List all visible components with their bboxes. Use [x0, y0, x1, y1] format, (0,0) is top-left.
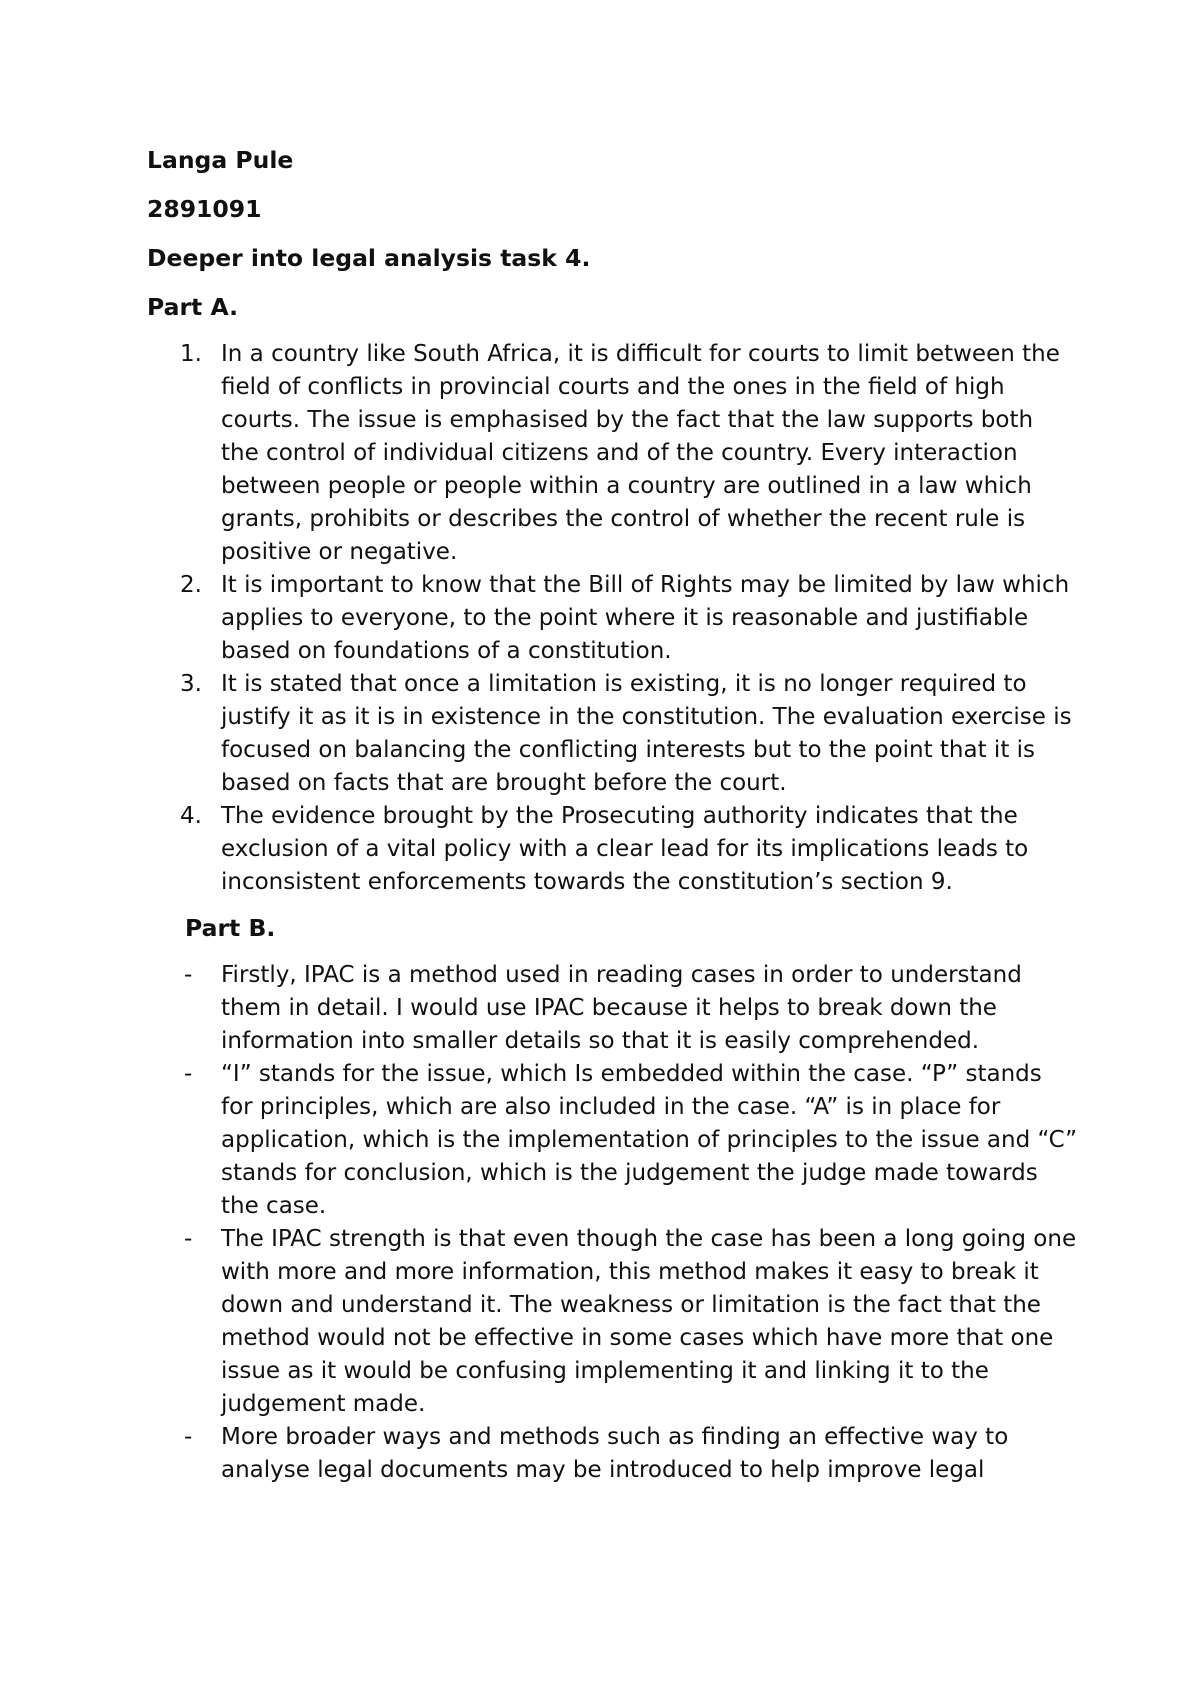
list-item — [147, 1058, 1077, 1223]
list-item-text: In a country like South Africa, it is difficult for courts to limit between the field of conflicts in provincial courts and the ones in the field of high courts. The issue is emphasised by the fact that the law supports both the control of individual citizens and of the country. Every interaction between people or people within a country are outlined in a law which grants, prohibits or describes the control of whether the recent rule is positive or negative. — [221, 341, 1060, 565]
list-item — [147, 1223, 1077, 1421]
list-item-text: The IPAC strength is that even though the case has been a long going one with more and more information, this method makes it easy to break it down and understand it. The weakness or limitation is the fact that the method would not be effective in some cases which have more that one issue as it would be confusing implementing it and linking it to the judgement made. — [221, 1226, 1077, 1417]
list-item-text: More broader ways and methods such as finding an effective way to analyse legal documents may be introduced to help improve legal — [221, 1424, 1009, 1483]
list-item — [147, 569, 1077, 668]
list-number: 3. — [180, 671, 202, 697]
list-number: 1. — [180, 341, 202, 367]
list-item — [147, 800, 1077, 899]
list-number: 2. — [180, 572, 202, 598]
list-item — [147, 1421, 1077, 1487]
part-b-list — [147, 959, 1077, 1487]
document-title: Deeper into legal analysis task 4. — [147, 244, 591, 272]
part-a-heading: Part A. — [147, 293, 239, 321]
student-number: 2891091 — [147, 195, 262, 223]
part-a-list — [147, 338, 1077, 899]
author-name: Langa Pule — [147, 146, 294, 174]
list-item-text: “I” stands for the issue, which Is embedded within the case. “P” stands for principles, which are also included in the case. “A” is in place for application, which is the implementation of principles to the issue and “C” stands for conclusion, which is the judgement the judge made towards the case. — [221, 1061, 1077, 1219]
list-item — [147, 959, 1077, 1058]
dash-bullet: - — [184, 1424, 193, 1450]
document-body — [147, 145, 1077, 1487]
list-item-text: Firstly, IPAC is a method used in reading cases in order to understand them in detail. I would use IPAC because it helps to break down the information into smaller details so that it is easily comprehended. — [221, 962, 1022, 1054]
dash-bullet: - — [184, 1226, 193, 1252]
list-item-text: The evidence brought by the Prosecuting authority indicates that the exclusion of a vital policy with a clear lead for its implications leads to inconsistent enforcements towards the constitution’s section 9. — [221, 803, 1029, 895]
list-item — [147, 668, 1077, 800]
list-item-text: It is important to know that the Bill of Rights may be limited by law which applies to everyone, to the point where it is reasonable and justifiable based on foundations of a constitution. — [221, 572, 1070, 664]
list-item-text: It is stated that once a limitation is existing, it is no longer required to justify it as it is in existence in the constitution. The evaluation exercise is focused on balancing the conflicting interests but to the point that it is based on facts that are brought before the court. — [221, 671, 1072, 796]
dash-bullet: - — [184, 1061, 193, 1087]
dash-bullet: - — [184, 962, 193, 988]
list-item — [147, 338, 1077, 569]
list-number: 4. — [180, 803, 202, 829]
part-b-heading: Part B. — [185, 914, 276, 942]
